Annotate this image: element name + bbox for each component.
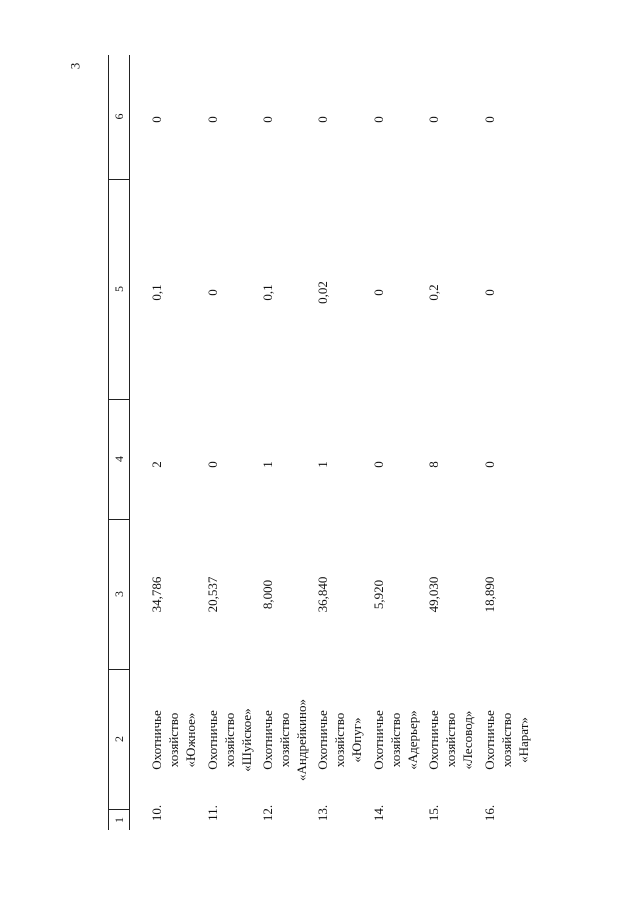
header-col-6: 6 [109,54,129,180]
table-header [108,55,130,830]
page-number: 3 [67,62,83,70]
row-name: Охотничье хозяйство «Южное» [149,710,198,770]
row-name: Охотничье хозяйство «Андрейкино» [260,699,309,781]
row-col-6: 0 [371,116,386,123]
row-number: 13. [315,804,330,822]
row-number: 16. [482,804,497,822]
row-col-3: 36,840 [315,576,330,613]
row-col-6: 0 [205,116,220,123]
row-col-3: 8,000 [260,579,275,610]
row-col-6: 0 [482,116,497,123]
row-name: Охотничье хозяйство «Адерьер» [371,710,420,770]
row-number: 11. [205,805,220,821]
row-col-4: 0 [205,461,220,468]
row-col-5: 0,1 [260,284,275,301]
row-name: Охотничье хозяйство «Нарат» [482,710,531,770]
row-col-3: 20,537 [205,576,220,613]
header-col-3: 3 [109,519,129,670]
row-col-6: 0 [260,116,275,123]
row-col-3: 49,030 [426,576,441,613]
row-name: Охотничье хозяйство «Юпуг» [315,710,364,770]
row-col-4: 1 [315,461,330,468]
row-number: 15. [426,804,441,822]
row-col-4: 2 [149,461,164,468]
header-col-2: 2 [109,669,129,810]
row-col-5: 0 [205,289,220,296]
header-col-4: 4 [109,399,129,520]
row-number: 12. [260,804,275,822]
row-col-3: 5,920 [371,579,386,610]
row-number: 10. [149,804,164,822]
row-col-4: 0 [482,461,497,468]
row-col-3: 18,890 [482,576,497,613]
row-col-6: 0 [149,116,164,123]
row-col-6: 0 [315,116,330,123]
row-col-5: 0,2 [426,284,441,301]
row-col-5: 0 [371,289,386,296]
row-name: Охотничье хозяйство «Шуйское» [205,708,254,772]
row-number: 14. [371,804,386,822]
row-col-6: 0 [426,116,441,123]
rotated-table [108,55,568,830]
row-col-5: 0 [482,289,497,296]
row-col-4: 1 [260,461,275,468]
header-col-1: 1 [112,817,126,823]
row-col-5: 0,1 [149,284,164,301]
header-col-5: 5 [109,179,129,400]
row-name: Охотничье хозяйство «Лесовод» [426,710,475,770]
row-col-4: 0 [371,461,386,468]
row-col-3: 34,786 [149,576,164,613]
row-col-5: 0,02 [315,281,330,304]
row-col-4: 8 [426,461,441,468]
